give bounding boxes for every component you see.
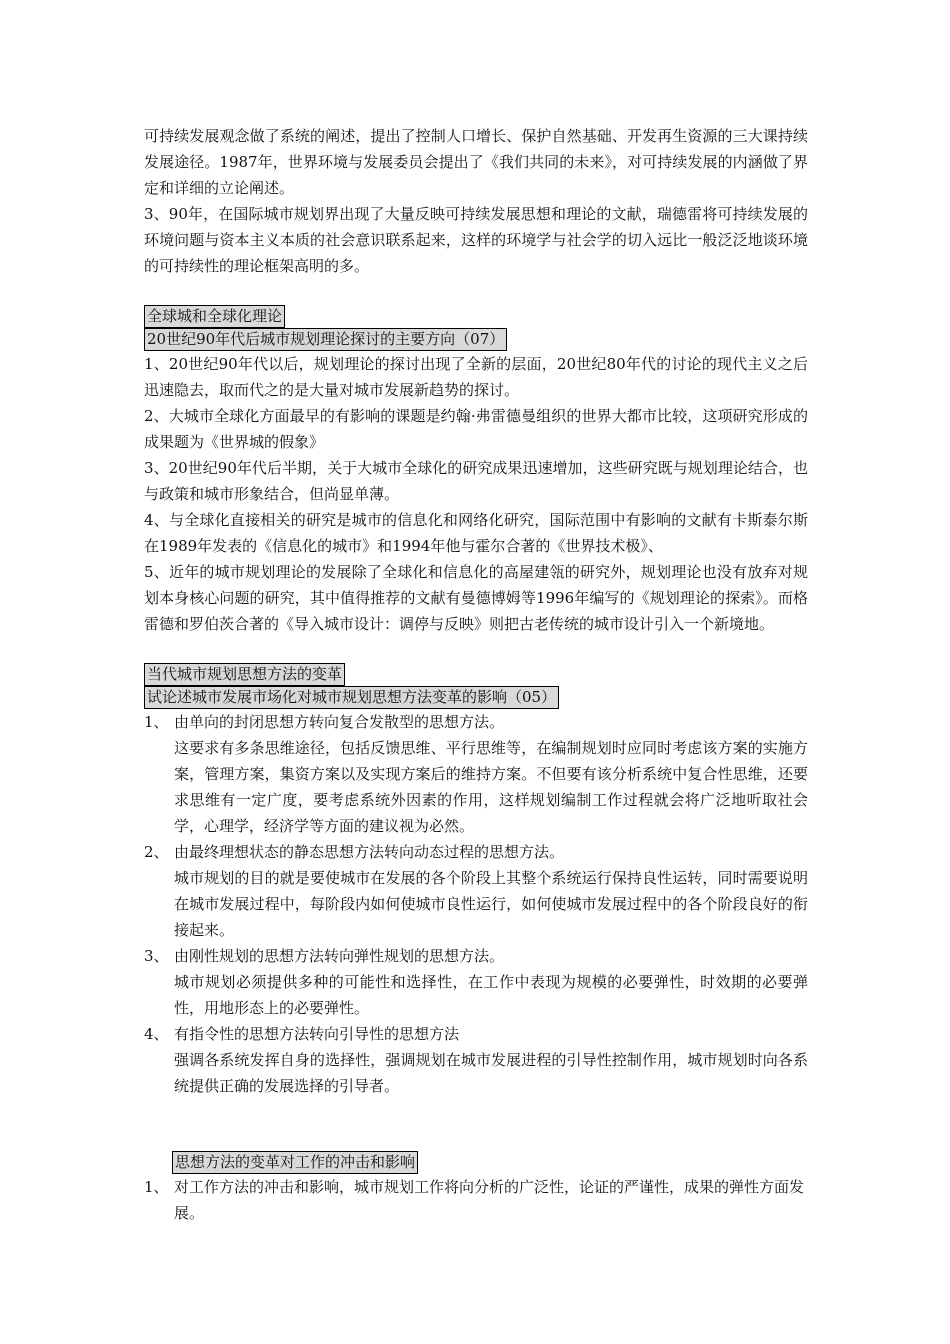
intro-paragraph-1: 可持续发展观念做了系统的阐述，提出了控制人口增长、保护自然基础、开发再生资源的三大课持续发展途径。1987年，世界环境与发展委员会提出了《我们共同的未来》，对可持续发展的内涵做了界定和详细的立论阐述。 (144, 127, 808, 197)
section1-paragraph-5: 5、近年的城市规划理论的发展除了全球化和信息化的高屋建瓴的研究外，规划理论也没有放弃对规划本身核心问题的研究，其中值得推荐的文献有曼德博姆等1996年编写的《规划理论的探索》。而格雷德和罗伯茨合著的《导入城市设计：调停与反映》则把古老传统的城市设计引入一个新境地。 (144, 563, 808, 633)
spacer (144, 1125, 808, 1151)
list-item (144, 709, 808, 735)
item-number: 1、 (144, 713, 169, 731)
section2-subheading: 试论述城市发展市场化对城市规划思想方法变革的影响（05） (144, 686, 559, 709)
spacer (144, 637, 808, 663)
section1-subheading: 20世纪90年代后城市规划理论探讨的主要方向（07） (144, 328, 507, 351)
section1-paragraph-1: 1、20世纪90年代以后，规划理论的探讨出现了全新的层面，20世纪80年代的讨论的现代主义之后迅速隐去，取而代之的是大量对城市发展新趋势的探讨。 (144, 355, 808, 399)
section3-heading: 思想方法的变革对工作的冲击和影响 (172, 1151, 418, 1174)
item-body: 城市规划的目的就是要使城市在发展的各个阶段上其整个系统运行保持良性运转，同时需要说明在城市发展过程中，每阶段内如何使城市良性运行，如何使城市发展过程中的各个阶段良好的衔接起来。 (174, 869, 808, 939)
item-title: 由单向的封闭思想方转向复合发散型的思想方法。 (174, 713, 505, 731)
section1-paragraph-4: 4、与全球化直接相关的研究是城市的信息化和网络化研究，国际范围中有影响的文献有卡斯泰尔斯在1989年发表的《信息化的城市》和1994年他与霍尔合著的《世界技术极》、 (144, 511, 808, 555)
list-item (144, 1174, 808, 1226)
list-item (144, 1021, 808, 1047)
list-item (144, 943, 808, 969)
intro-paragraph-2: 3、90年，在国际城市规划界出现了大量反映可持续发展思想和理论的文献，瑞德雷将可持续发展的环境问题与资本主义本质的社会意识联系起来，这样的环境学与社会学的切入远比一般泛泛地谈环境的可持续性的理论框架高明的多。 (144, 205, 808, 275)
item-number: 4、 (144, 1025, 169, 1043)
item-body: 强调各系统发挥自身的选择性，强调规划在城市发展进程的引导性控制作用，城市规划时向各系统提供正确的发展选择的引导者。 (174, 1051, 808, 1095)
document-page (144, 123, 808, 1226)
item-body: 这要求有多条思维途径，包括反馈思维、平行思维等，在编制规划时应同时考虑该方案的实施方案，管理方案，集资方案以及实现方案后的维持方案。不但要有该分析系统中复合性思维，还要求思维有一定广度，要考虑系统外因素的作用，这样规划编制工作过程就会将广泛地听取社会学，心理学，经济学等方面的建议视为必然。 (174, 739, 808, 835)
list-item (144, 839, 808, 865)
spacer (144, 279, 808, 305)
section1-paragraph-3: 3、20世纪90年代后半期，关于大城市全球化的研究成果迅速增加，这些研究既与规划理论结合，也与政策和城市形象结合，但尚显单薄。 (144, 459, 808, 503)
item-title: 有指令性的思想方法转向引导性的思想方法 (174, 1025, 460, 1043)
item-body: 城市规划必须提供多种的可能性和选择性，在工作中表现为规模的必要弹性，时效期的必要弹性，用地形态上的必要弹性。 (174, 973, 808, 1017)
section2-heading: 当代城市规划思想方法的变革 (144, 663, 345, 686)
item-number: 2、 (144, 843, 169, 861)
spacer (144, 1099, 808, 1125)
section1-heading: 全球城和全球化理论 (144, 305, 285, 328)
section1-paragraph-2: 2、大城市全球化方面最早的有影响的课题是约翰·弗雷德曼组织的世界大都市比较，这项研究形成的成果题为《世界城的假象》 (144, 407, 808, 451)
item-number: 3、 (144, 947, 169, 965)
item-title: 由最终理想状态的静态思想方法转向动态过程的思想方法。 (174, 843, 565, 861)
item-number: 1、 (144, 1178, 169, 1196)
item-title: 对工作方法的冲击和影响，城市规划工作将向分析的广泛性，论证的严谨性，成果的弹性方面发展。 (174, 1178, 805, 1222)
item-title: 由刚性规划的思想方法转向弹性规划的思想方法。 (174, 947, 505, 965)
